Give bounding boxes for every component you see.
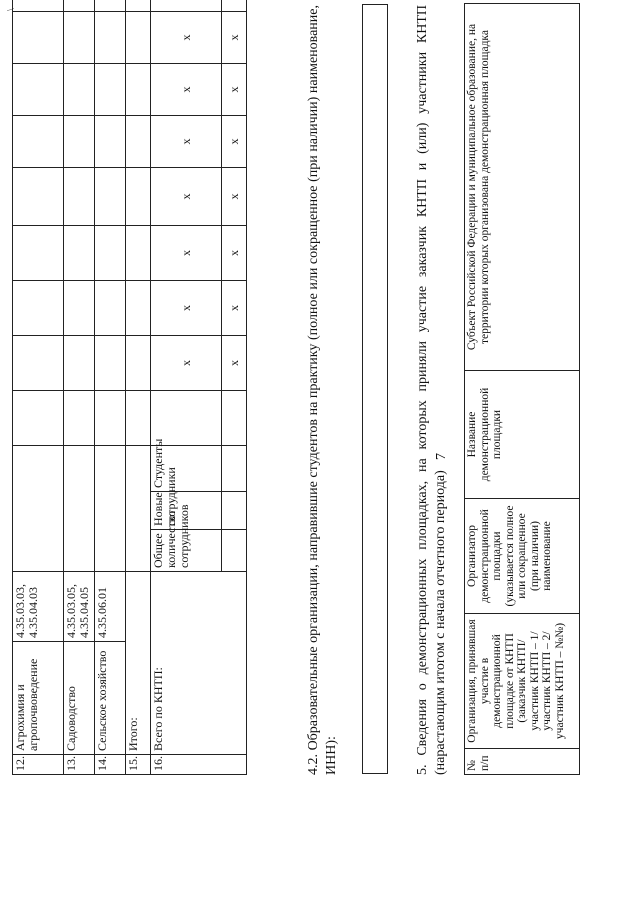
table-row [95,0,126,775]
col-header-region: Субъект Российской Федерации и муниципальное образование, на территории которых организована демонстрационная площадка [465,4,580,371]
subhead-total-staff: Общее количество сотрудников [151,530,222,572]
cross-mark: x [222,115,247,167]
table-row [13,0,64,775]
table-row [64,0,95,775]
cross-mark: x [151,280,222,335]
cross-mark: x [222,63,247,115]
section-4-2-heading: 4.2. Образовательные организации, направившие студентов на практику (полное или сокращенное (при наличии) наименование, ИНН): [306,5,339,775]
cross-mark: x [151,335,222,390]
row-number: 15. [126,755,151,775]
cross-mark: x [222,335,247,390]
cross-mark: x [151,167,222,225]
cross-mark: x [151,63,222,115]
row-number: 12. [13,755,64,775]
direction-codes: 4.35.06.01 [95,572,126,642]
col-header-organizer: Организатор демонстрационной площадки (указывается полное или сокращенное (при наличии) наименование [465,499,580,614]
grand-total-label: Всего по КНТП: [151,572,247,755]
direction-name: Агрохимия и агропочвоведение [13,642,64,755]
cross-mark: x [222,225,247,280]
col-header-site-name: Название демонстрационной площадки [465,371,580,499]
section-5-heading: 5. Сведения о демонстрационных площадках, на которых приняли участие заказчик КНТП и (или) участники КНТП (нарастающим итогом с начала отчетного периода) [415,5,448,775]
corner-mark: \ [6,8,17,11]
cross-mark [222,0,247,11]
direction-codes: 4.35.03.03, 4.35.04.03 [13,572,64,642]
cross-mark: x [151,115,222,167]
direction-name: Сельское хозяйство [95,642,126,755]
col-header-number: № п/п [465,749,580,775]
page-number: 7 [434,453,449,460]
section-4-2-answer-box [362,4,388,774]
subhead-students: Студенты [151,445,222,491]
direction-name: Садоводство [64,642,95,755]
cross-mark [151,0,222,11]
direction-codes: 4.35.03.05, 4.35.04.05 [64,572,95,642]
table-row [126,0,151,775]
col-header-organization: Организация, принявшая участие в демонстрационной площадке от КНТП (заказчик КНТП/ участник КНТП – 1/ участник КНТП – 2/ участник КНТП – №№) [465,614,580,749]
cross-mark: x [222,167,247,225]
cross-mark: x [151,225,222,280]
row-number: 13. [64,755,95,775]
staff-table [12,0,247,775]
cross-mark: x [222,11,247,63]
cross-mark: x [151,11,222,63]
row-number: 16. [151,755,247,775]
total-label: Итого: [126,572,151,755]
table-row [151,0,222,775]
demo-sites-table [464,3,580,775]
table-header-row [465,4,580,775]
subhead-new-staff: Новые сотрудники [151,492,222,530]
cross-mark: x [222,280,247,335]
row-number: 14. [95,755,126,775]
